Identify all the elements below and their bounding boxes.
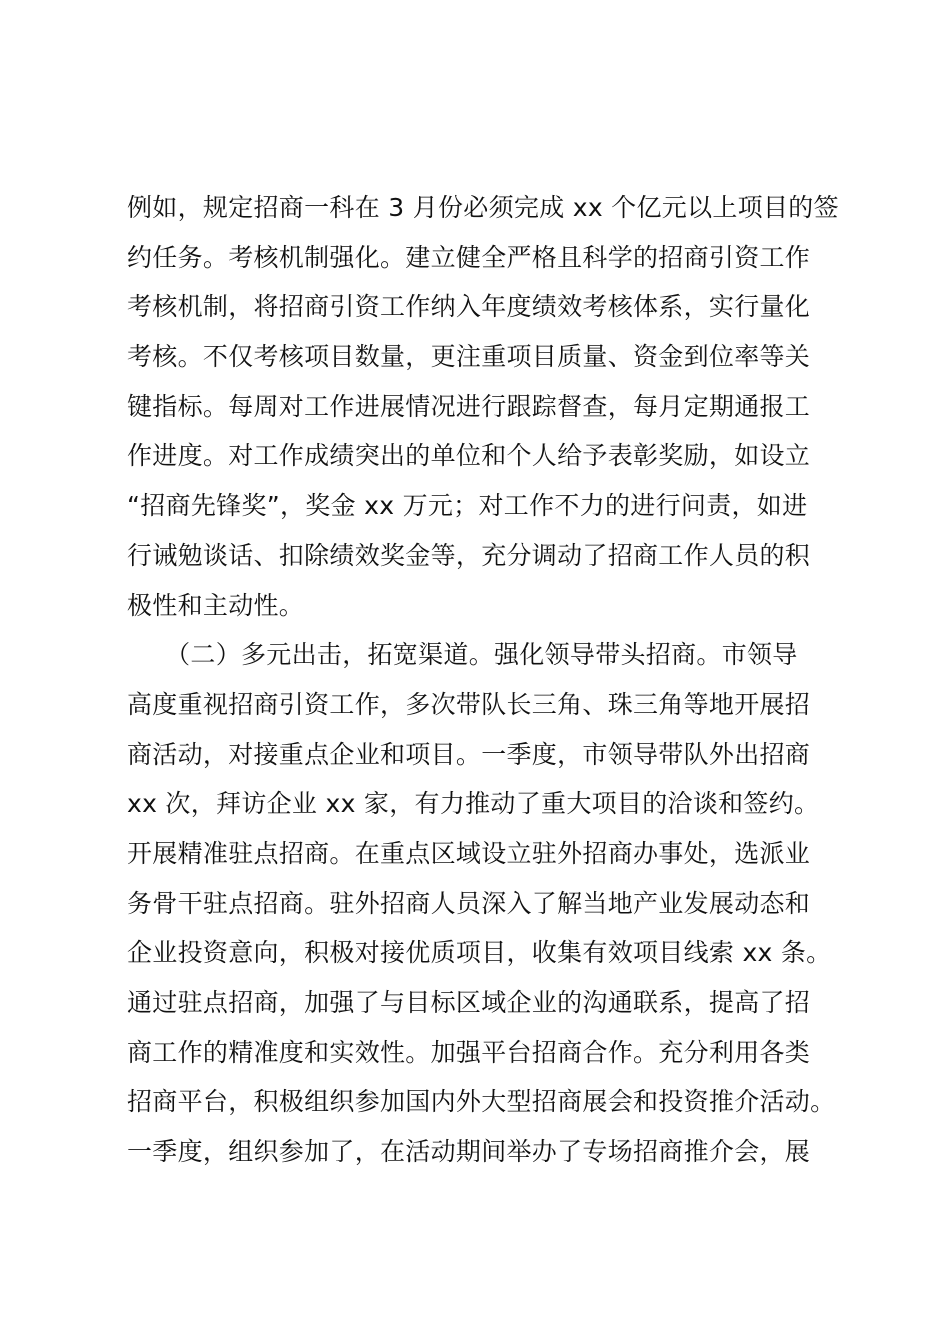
text-line-1: 例如，规定招商一科在 3 月份必须完成 xx 个亿元以上项目的签 [127,193,839,222]
text-line-6: 作进度。对工作成绩突出的单位和个人给予表彰奖励，如设立 [127,441,811,471]
text-line-13: xx 次，拜访企业 xx 家，有力推动了重大项目的洽谈和签约。 [127,789,820,819]
body-text [127,183,839,1177]
section-heading-line: （二）多元出击，拓宽渠道。强化领导带头招商。市领导 [127,640,798,670]
text-line-8: 行诫勉谈话、扣除绩效奖金等，充分调动了招商工作人员的积 [127,540,811,570]
text-line-15: 务骨干驻点招商。驻外招商人员深入了解当地产业发展动态和 [127,888,811,918]
text-line-14: 开展精准驻点招商。在重点区域设立驻外招商办事处，选派业 [127,838,811,868]
text-line-3: 考核机制，将招商引资工作纳入年度绩效考核体系，实行量化 [127,292,811,322]
text-line-18: 商工作的精准度和实效性。加强平台招商合作。充分利用各类 [127,1037,811,1067]
text-line-7: “招商先锋奖”，奖金 xx 万元；对工作不力的进行问责，如进 [127,491,808,521]
text-line-19: 招商平台，积极组织参加国内外大型招商展会和投资推介活动。 [127,1087,836,1117]
text-line-17: 通过驻点招商，加强了与目标区域企业的沟通联系，提高了招 [127,988,811,1017]
text-line-4: 考核。不仅考核项目数量，更注重项目质量、资金到位率等关 [127,342,811,372]
text-line-2: 约任务。考核机制强化。建立健全严格且科学的招商引资工作 [127,242,811,272]
text-line-16: 企业投资意向，积极对接优质项目，收集有效项目线索 xx 条。 [127,938,832,968]
text-line-11: 高度重视招商引资工作，多次带队长三角、珠三角等地开展招 [127,689,811,719]
text-line-5: 键指标。每周对工作进展情况进行跟踪督查，每月定期通报工 [127,391,811,421]
text-line-12: 商活动，对接重点企业和项目。一季度，市领导带队外出招商 [127,739,811,769]
text-line-20: 一季度，组织参加了，在活动期间举办了专场招商推介会，展 [127,1137,811,1167]
text-line-9: 极性和主动性。 [127,590,305,620]
